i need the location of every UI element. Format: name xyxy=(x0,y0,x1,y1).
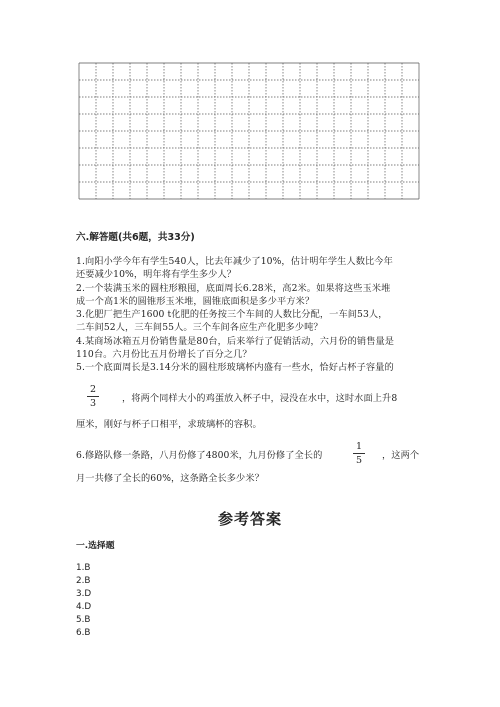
question-1-line-2: 还要减少10%，明年将有学生多少人？ xyxy=(76,269,237,280)
question-4-line-1: 4.某商场冰箱五月份销售量是80台，后来举行了促销活动，六月份的销售量是 xyxy=(76,336,395,347)
question-1-line-1: 1.向阳小学今年有学生540人，比去年减少了10%，估计明年学生人数比今年 xyxy=(76,256,393,267)
fraction-bar xyxy=(353,453,365,454)
fraction-numerator: 1 xyxy=(355,441,363,452)
answer-item: 2.B xyxy=(76,576,91,586)
answer-item: 4.D xyxy=(76,602,92,612)
question-6-line-2: 月一共修了全长的60%，这条路全长多少米？ xyxy=(76,473,264,484)
question-6-fraction xyxy=(352,441,366,466)
question-4-line-2: 110台。六月份比五月份增长了百分之几？ xyxy=(76,349,252,360)
answer-item: 3.D xyxy=(76,589,92,599)
section-heading-answers: 六.解答题(共6题，共33分) xyxy=(76,232,195,243)
answer-item: 5.B xyxy=(76,615,91,625)
answers-section-heading: 一.选择题 xyxy=(76,541,115,551)
answer-item: 1.B xyxy=(76,563,91,573)
answer-item: 6.B xyxy=(76,628,91,638)
fraction-bar xyxy=(87,396,99,397)
writing-grid xyxy=(78,62,423,202)
question-2-line-1: 2.一个装满玉米的圆柱形粮囤，底面周长6.28米，高2米。如果将这些玉米堆 xyxy=(76,283,391,294)
fraction-denominator: 5 xyxy=(355,455,363,466)
question-5-line-1: 5.一个底面周长是3.14分米的圆柱形玻璃杯内盛有一些水，恰好占杯子容量的 xyxy=(76,362,394,373)
question-6-line-1-tail: ，这两个 xyxy=(382,450,420,461)
answers-title: 参考答案 xyxy=(217,510,282,528)
question-5-fraction xyxy=(86,384,100,409)
fraction-denominator: 3 xyxy=(89,398,97,409)
question-5-line-2: ，将两个同样大小的鸡蛋放入杯子中，浸没在水中，这时水面上升8 xyxy=(122,393,398,404)
question-2-line-2: 成一个高1米的圆锥形玉米堆，圆锥底面积是多少平方米？ xyxy=(76,296,315,307)
question-3-line-2: 二车间52人，三车间55人。三个车间各应生产化肥多少吨？ xyxy=(76,322,323,333)
fraction-numerator: 2 xyxy=(89,384,97,395)
question-3-line-1: 3.化肥厂把生产1600 t化肥的任务按三个车间的人数比分配，一车间53人， xyxy=(76,309,388,320)
question-6-line-1: 6.修路队修一条路，八月份修了4800米，九月份修了全长的 xyxy=(76,450,323,461)
question-5-line-3: 厘米，刚好与杯子口相平，求玻璃杯的容积。 xyxy=(76,419,262,430)
